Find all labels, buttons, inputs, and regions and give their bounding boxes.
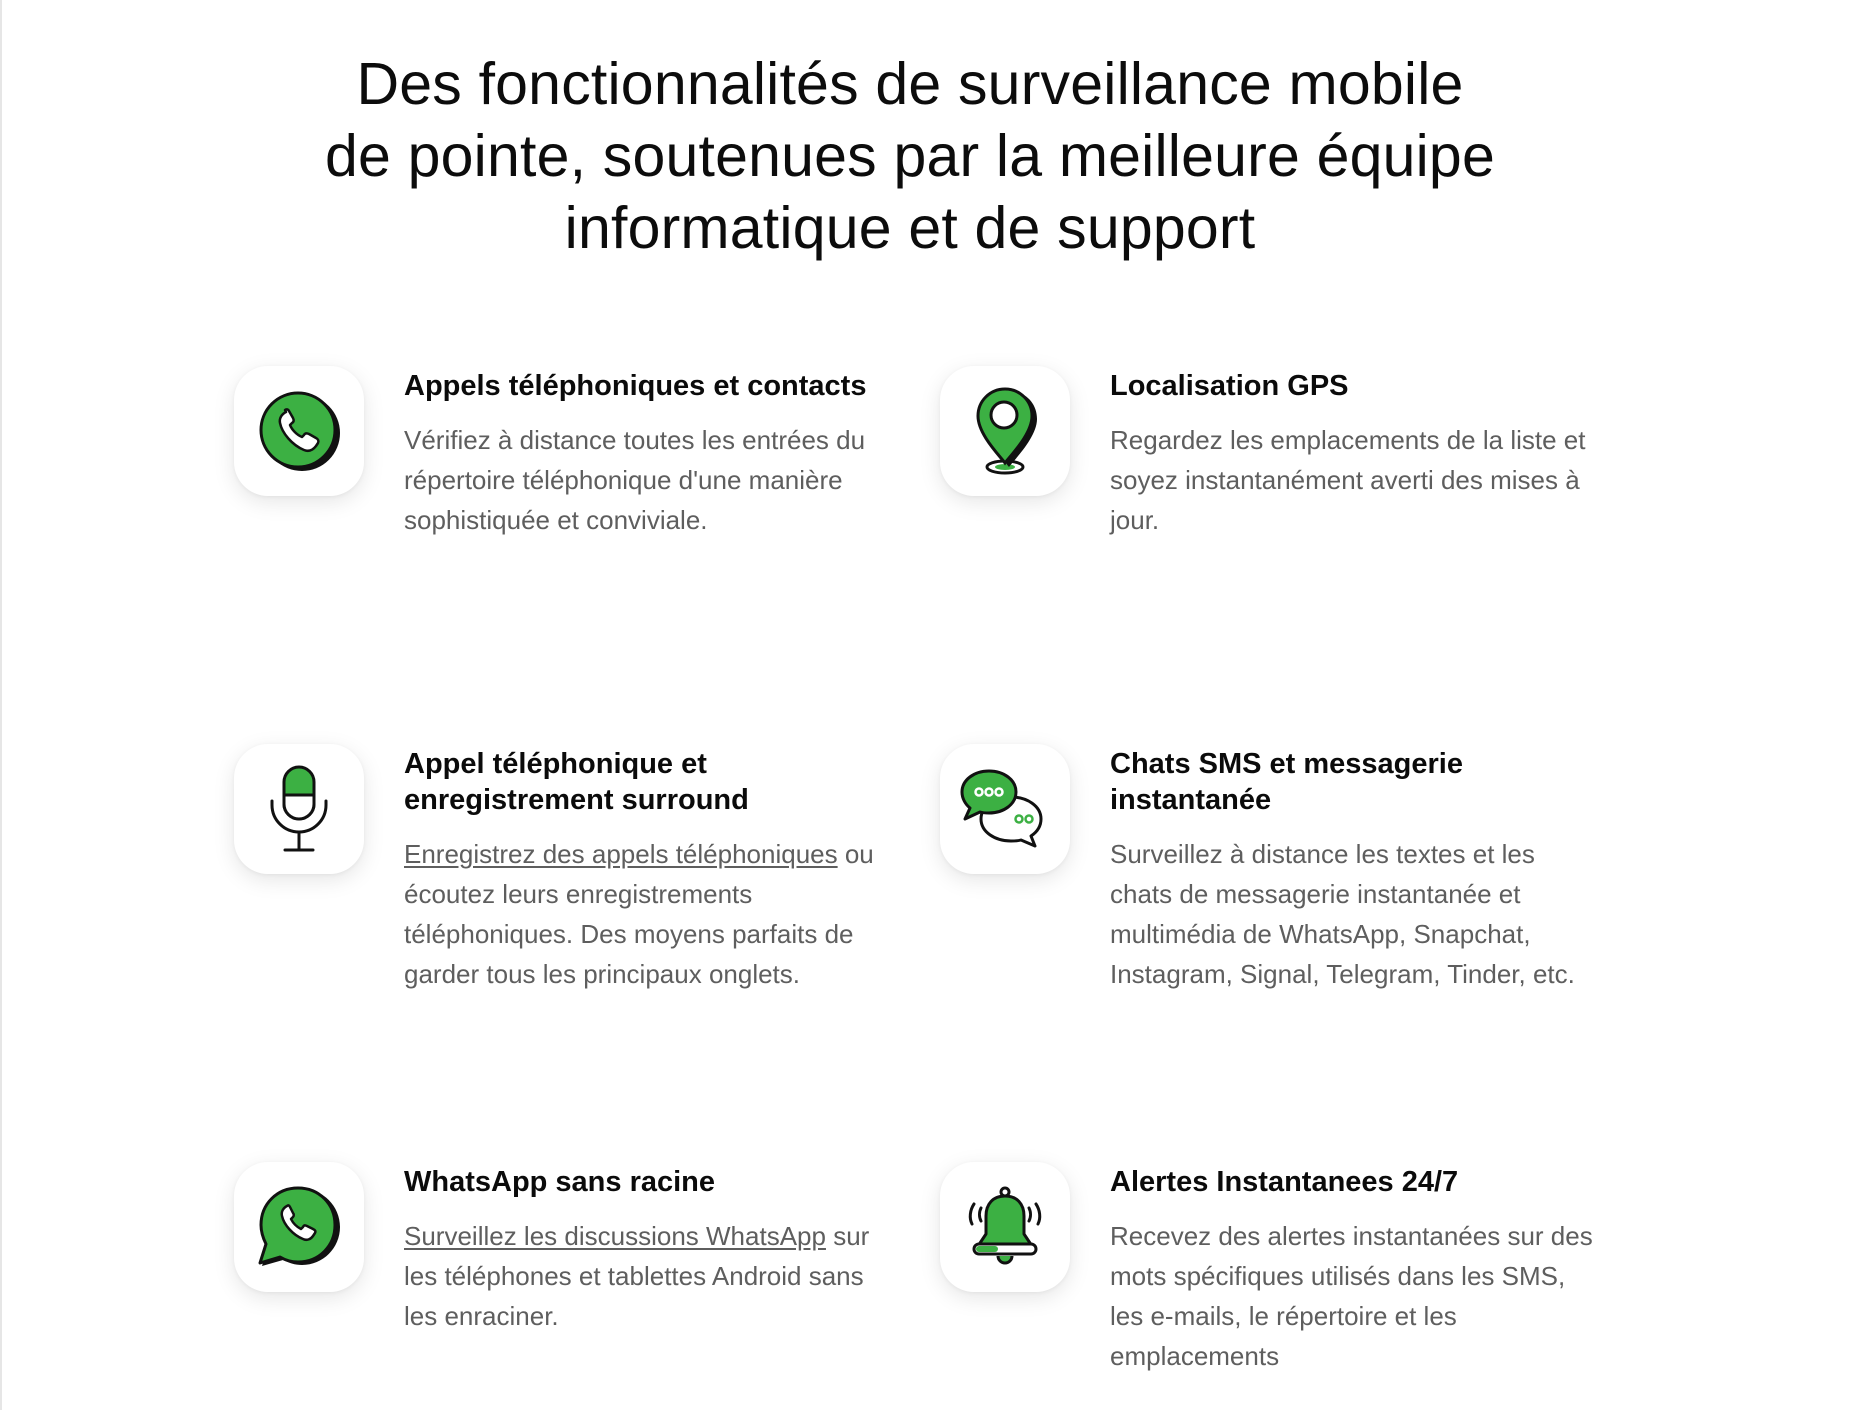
- feature-description-rest: sur les téléphones et tablettes Android sans les enraciner.: [404, 1221, 870, 1331]
- feature-title: Localisation GPS: [1110, 370, 1349, 402]
- location-pin-icon: [965, 383, 1045, 479]
- microphone-icon: [264, 761, 334, 857]
- record-calls-link[interactable]: Enregistrez des appels téléphoniques: [404, 839, 838, 869]
- monitor-whatsapp-link[interactable]: Surveillez les discussions WhatsApp: [404, 1221, 826, 1251]
- feature-icon-box: [234, 1162, 364, 1292]
- feature-icon-box: [940, 366, 1070, 496]
- feature-description: [404, 1216, 894, 1336]
- feature-title: Appel téléphonique et enregistrement surround: [404, 748, 749, 816]
- chat-bubbles-icon: [957, 767, 1053, 851]
- feature-icon-box: [940, 1162, 1070, 1292]
- feature-title: Alertes Instantanees 24/7: [1110, 1166, 1459, 1198]
- feature-description: Surveillez à distance les textes et les chats de messagerie instantanée et multimédia de WhatsApp, Snapchat, Instagram, Signal, Telegram, Tinder, etc.: [1110, 839, 1575, 989]
- feature-title: Appels téléphoniques et contacts: [404, 370, 867, 402]
- feature-description: Regardez les emplacements de la liste et soyez instantanément averti des mises à jour.: [1110, 425, 1586, 535]
- feature-title: WhatsApp sans racine: [404, 1166, 716, 1198]
- feature-icon-box: [234, 366, 364, 496]
- feature-description: Vérifiez à distance toutes les entrées du répertoire téléphonique d'une manière sophistiquée et conviviale.: [404, 425, 866, 535]
- whatsapp-icon: [256, 1184, 342, 1270]
- page-title-line-1: Des fonctionnalités de surveillance mobile: [356, 51, 1464, 117]
- feature-description: Recevez des alertes instantanées sur des mots spécifiques utilisés dans les SMS, les e-mails, le répertoire et les emplacements: [1110, 1221, 1593, 1371]
- feature-icon-box: [234, 744, 364, 874]
- page-title: [220, 48, 1600, 264]
- bell-alert-icon: [960, 1182, 1050, 1272]
- feature-description-rest: ou écoutez leurs enregistrements téléphoniques. Des moyens parfaits de garder tous les principaux onglets.: [404, 839, 874, 989]
- feature-description: [404, 834, 894, 994]
- feature-icon-box: [940, 744, 1070, 874]
- phone-icon: [256, 388, 342, 474]
- page-left-border: [0, 0, 2, 1410]
- feature-title: Chats SMS et messagerie instantanée: [1110, 748, 1463, 816]
- page-title-line-2: de pointe, soutenues par la meilleure équipe: [325, 123, 1495, 189]
- page-title-line-3: informatique et de support: [564, 195, 1256, 261]
